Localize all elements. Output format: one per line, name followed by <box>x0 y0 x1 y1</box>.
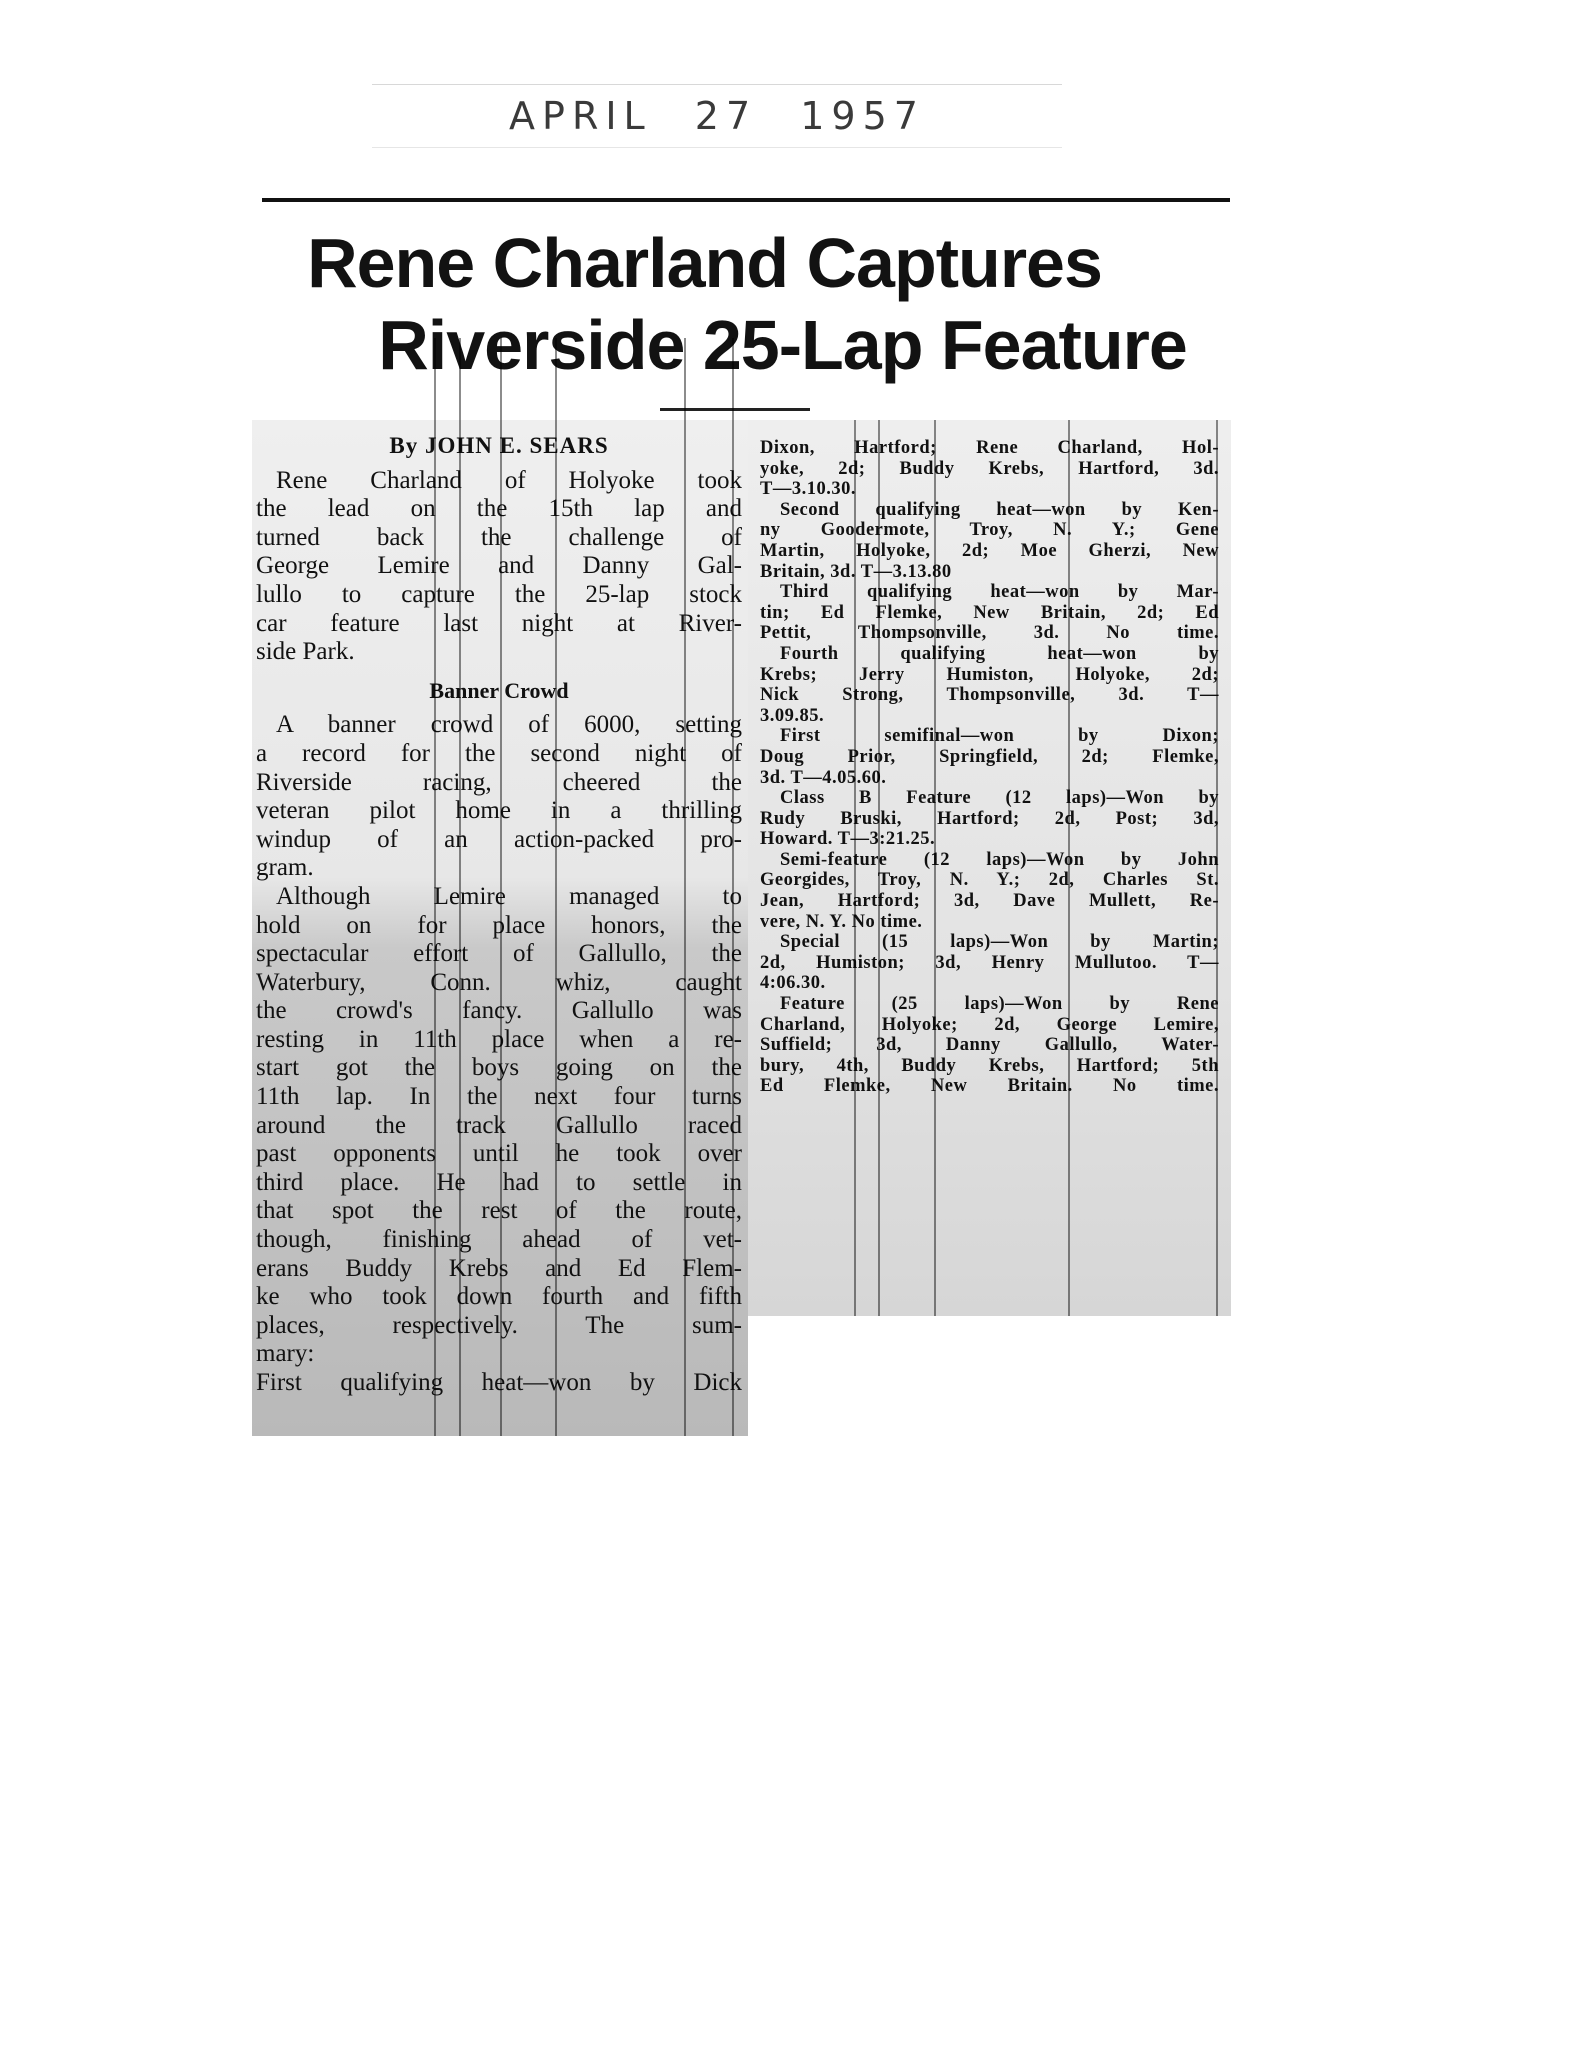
text-line: hold on for place honors, the <box>256 911 742 939</box>
text-line: Although Lemire managed to <box>276 882 742 910</box>
text-line: gram. <box>256 854 314 882</box>
top-rule <box>262 198 1230 202</box>
summary-entry <box>760 932 1219 994</box>
scan-line <box>854 420 856 1316</box>
headline-line-1: Rene Charland Captures <box>307 224 1102 302</box>
text-line: Nick Strong, Thompsonville, 3d. T— <box>760 685 1219 706</box>
scan-line <box>555 338 557 1436</box>
text-line: a record for the second night of <box>256 739 742 767</box>
scan-line <box>500 338 502 1436</box>
text-line: George Lemire and Danny Gal- <box>256 552 742 580</box>
text-line: ke who took down fourth and fifth <box>256 1283 742 1311</box>
scan-line <box>459 338 461 1436</box>
text-line: Riverside racing, cheered the <box>256 768 742 796</box>
scan-line <box>434 338 436 1436</box>
text-line: though, finishing ahead of vet- <box>256 1226 742 1254</box>
headline-line-2: Riverside 25-Lap Feature <box>378 306 1187 384</box>
text-line: Martin, Holyoke, 2d; Moe Gherzi, New <box>760 540 1219 561</box>
summary-entry <box>760 788 1219 850</box>
text-line: Krebs; Jerry Humiston, Holyoke, 2d; <box>760 664 1219 685</box>
text-line: erans Buddy Krebs and Ed Flem- <box>256 1254 742 1282</box>
text-line: 11th lap. In the next four turns <box>256 1083 742 1111</box>
text-line: T—3.10.30. <box>760 479 856 500</box>
text-line: third place. He had to settle in <box>256 1168 742 1196</box>
text-line: yoke, 2d; Buddy Krebs, Hartford, 3d. <box>760 458 1219 479</box>
text-line: places, respectively. The sum- <box>256 1311 742 1339</box>
text-line: Charland, Holyoke; 2d, George Lemire, <box>760 1014 1219 1035</box>
article-paragraph <box>256 467 742 667</box>
text-line: Suffield; 3d, Danny Gallullo, Water- <box>760 1035 1219 1056</box>
text-line: Feature (25 laps)—Won by Rene <box>780 994 1219 1015</box>
race-summary-column <box>748 420 1231 1316</box>
text-line: Class B Feature (12 laps)—Won by <box>780 788 1219 809</box>
text-line: the lead on the 15th lap and <box>256 495 742 523</box>
summary-entry <box>760 500 1219 582</box>
text-line: car feature last night at River- <box>256 609 742 637</box>
newspaper-clipping <box>248 198 1231 1436</box>
text-line: Jean, Hartford; 3d, Dave Mullett, Re- <box>760 891 1219 912</box>
text-line: Special (15 laps)—Won by Martin; <box>780 932 1219 953</box>
text-line: veteran pilot home in a thrilling <box>256 797 742 825</box>
text-line: First semifinal—won by Dixon; <box>780 726 1219 747</box>
article-paragraph <box>256 883 742 1398</box>
text-line: A banner crowd of 6000, setting <box>276 711 742 739</box>
text-line: mary: <box>256 1340 315 1368</box>
text-line: Britain, 3d. T—3.13.80 <box>760 561 952 582</box>
article-paragraph <box>256 711 742 883</box>
summary-entry <box>760 582 1219 644</box>
text-line: Fourth qualifying heat—won by <box>780 643 1219 664</box>
scan-line <box>934 420 936 1316</box>
text-line: turned back the challenge of <box>256 523 742 551</box>
text-line: 3d. T—4.05.60. <box>760 767 887 788</box>
subhead: Banner Crowd <box>429 677 569 703</box>
date-stamp <box>372 84 1062 148</box>
text-line: 3.09.85. <box>760 705 825 726</box>
scan-line <box>732 338 734 1436</box>
text-line: Rudy Bruski, Hartford; 2d, Post; 3d, <box>760 808 1219 829</box>
summary-entry <box>760 438 1219 500</box>
text-line: Doug Prior, Springfield, 2d; Flemke, <box>760 746 1219 767</box>
text-line: 4:06.30. <box>760 973 826 994</box>
text-line: Second qualifying heat—won by Ken- <box>780 499 1219 520</box>
text-line: Semi-feature (12 laps)—Won by John <box>780 849 1219 870</box>
summary-entry <box>760 994 1219 1097</box>
text-line: 2d, Humiston; 3d, Henry Mullutoo. T— <box>760 952 1219 973</box>
text-line: tin; Ed Flemke, New Britain, 2d; Ed <box>760 602 1219 623</box>
race-summary <box>760 438 1219 1097</box>
headline-rule <box>660 408 810 411</box>
date-text: APRIL 27 1957 <box>509 94 925 138</box>
text-line: Third qualifying heat—won by Mar- <box>780 582 1219 603</box>
text-line: Rene Charland of Holyoke took <box>276 466 742 494</box>
text-line: ny Goodermote, Troy, N. Y.; Gene <box>760 520 1219 541</box>
text-line: side Park. <box>256 638 355 666</box>
text-line: Georgides, Troy, N. Y.; 2d, Charles St. <box>760 870 1219 891</box>
text-line: spectacular effort of Gallullo, the <box>256 940 742 968</box>
text-line: Howard. T—3:21.25. <box>760 829 936 850</box>
byline: By JOHN E. SEARS <box>389 433 609 458</box>
text-line: bury, 4th, Buddy Krebs, Hartford; 5th <box>760 1055 1219 1076</box>
summary-entry <box>760 850 1219 932</box>
text-line: past opponents until he took over <box>256 1140 742 1168</box>
summary-entry <box>760 726 1219 788</box>
text-line: Ed Flemke, New Britain. No time. <box>760 1076 1219 1097</box>
text-line: start got the boys going on the <box>256 1054 742 1082</box>
text-line: windup of an action-packed pro- <box>256 825 742 853</box>
text-line: Dixon, Hartford; Rene Charland, Hol- <box>760 438 1219 458</box>
scan-line <box>878 420 880 1316</box>
summary-entry <box>760 644 1219 726</box>
text-line: First qualifying heat—won by Dick <box>256 1369 742 1396</box>
text-line: around the track Gallullo raced <box>256 1111 742 1139</box>
text-line: resting in 11th place when a re- <box>256 1025 742 1053</box>
text-line: lullo to capture the 25-lap stock <box>256 580 742 608</box>
text-line: Pettit, Thompsonville, 3d. No time. <box>760 623 1219 644</box>
scan-line <box>1216 420 1218 1316</box>
scan-line <box>684 338 686 1436</box>
text-line: Waterbury, Conn. whiz, caught <box>256 968 742 996</box>
scan-line <box>1068 420 1070 1316</box>
text-line: that spot the rest of the route, <box>256 1197 742 1225</box>
text-line: vere, N. Y. No time. <box>760 911 923 932</box>
text-line: the crowd's fancy. Gallullo was <box>256 997 742 1025</box>
